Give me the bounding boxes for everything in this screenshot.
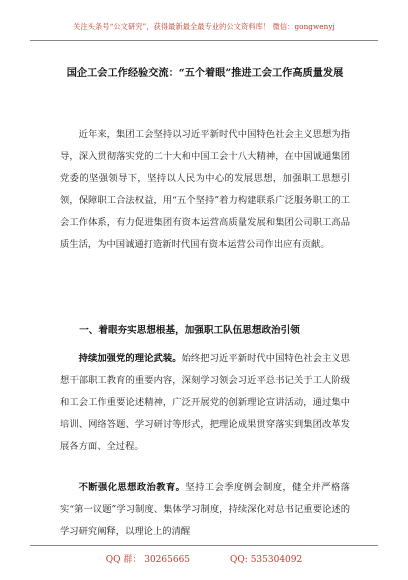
paragraph-body: 坚持工会季度例会制度，健全并严格落实“第一议题”学习制度、集体学习制度，持续深化对总书记重要论述的学习研究阐释，以理论上的清醒 — [60, 482, 350, 537]
section-1-heading: 一、着眼夯实思想根基，加强职工队伍思想政治引领 — [79, 325, 300, 336]
paragraph-theory-armament — [60, 348, 350, 458]
footer-qq: QQ: 535304092 — [230, 555, 303, 565]
paragraph-body: 始终把习近平新时代中国特色社会主义思想干部职工教育的重要内容，深刻学习领会习近平总书记关于工人阶级和工会工作重要论述精神，广泛开展党的创新理论宣讲活动，通过集中培训、网络答题、学习研讨等形式，把理论成果贯穿落实到集团改革发展各方面、全过程。 — [60, 353, 350, 452]
document-title: 国企工会工作经验交流：“五个着眼”推进工会工作高质量发展 — [66, 67, 344, 79]
paragraph-ideological-education — [60, 477, 350, 543]
footer-contact — [0, 552, 408, 565]
paragraph-lead: 不断强化思想政治教育。 — [78, 482, 186, 493]
footer-divider — [30, 545, 378, 546]
header-divider — [30, 40, 378, 41]
header-banner: 关注头条号“公文研究”，获得最新最全最专业的公文资料库！ 微信：gongwenyj — [73, 22, 335, 31]
footer-qq-group: QQ 群： 30265665 — [105, 555, 191, 565]
intro-paragraph: 近年来，集团工会坚持以习近平新时代中国特色社会主义思想为指导，深入贯彻落实党的二十大和中国工会十八大精神，在中国诚通集团党委的坚强领导下，坚持以人民为中心的发展思想，加强职工思想引领，保障职工合法权益，用“五个坚持”着力构建联系广泛服务职工的工会工作体系，有力促进集团有资本运营高质量发展和集团公司职工高品质生活，为中国诚通打造新时代国有资本运营公司作出应有贡献。 — [60, 129, 350, 250]
paragraph-lead: 持续加强党的理论武装。 — [78, 353, 182, 364]
